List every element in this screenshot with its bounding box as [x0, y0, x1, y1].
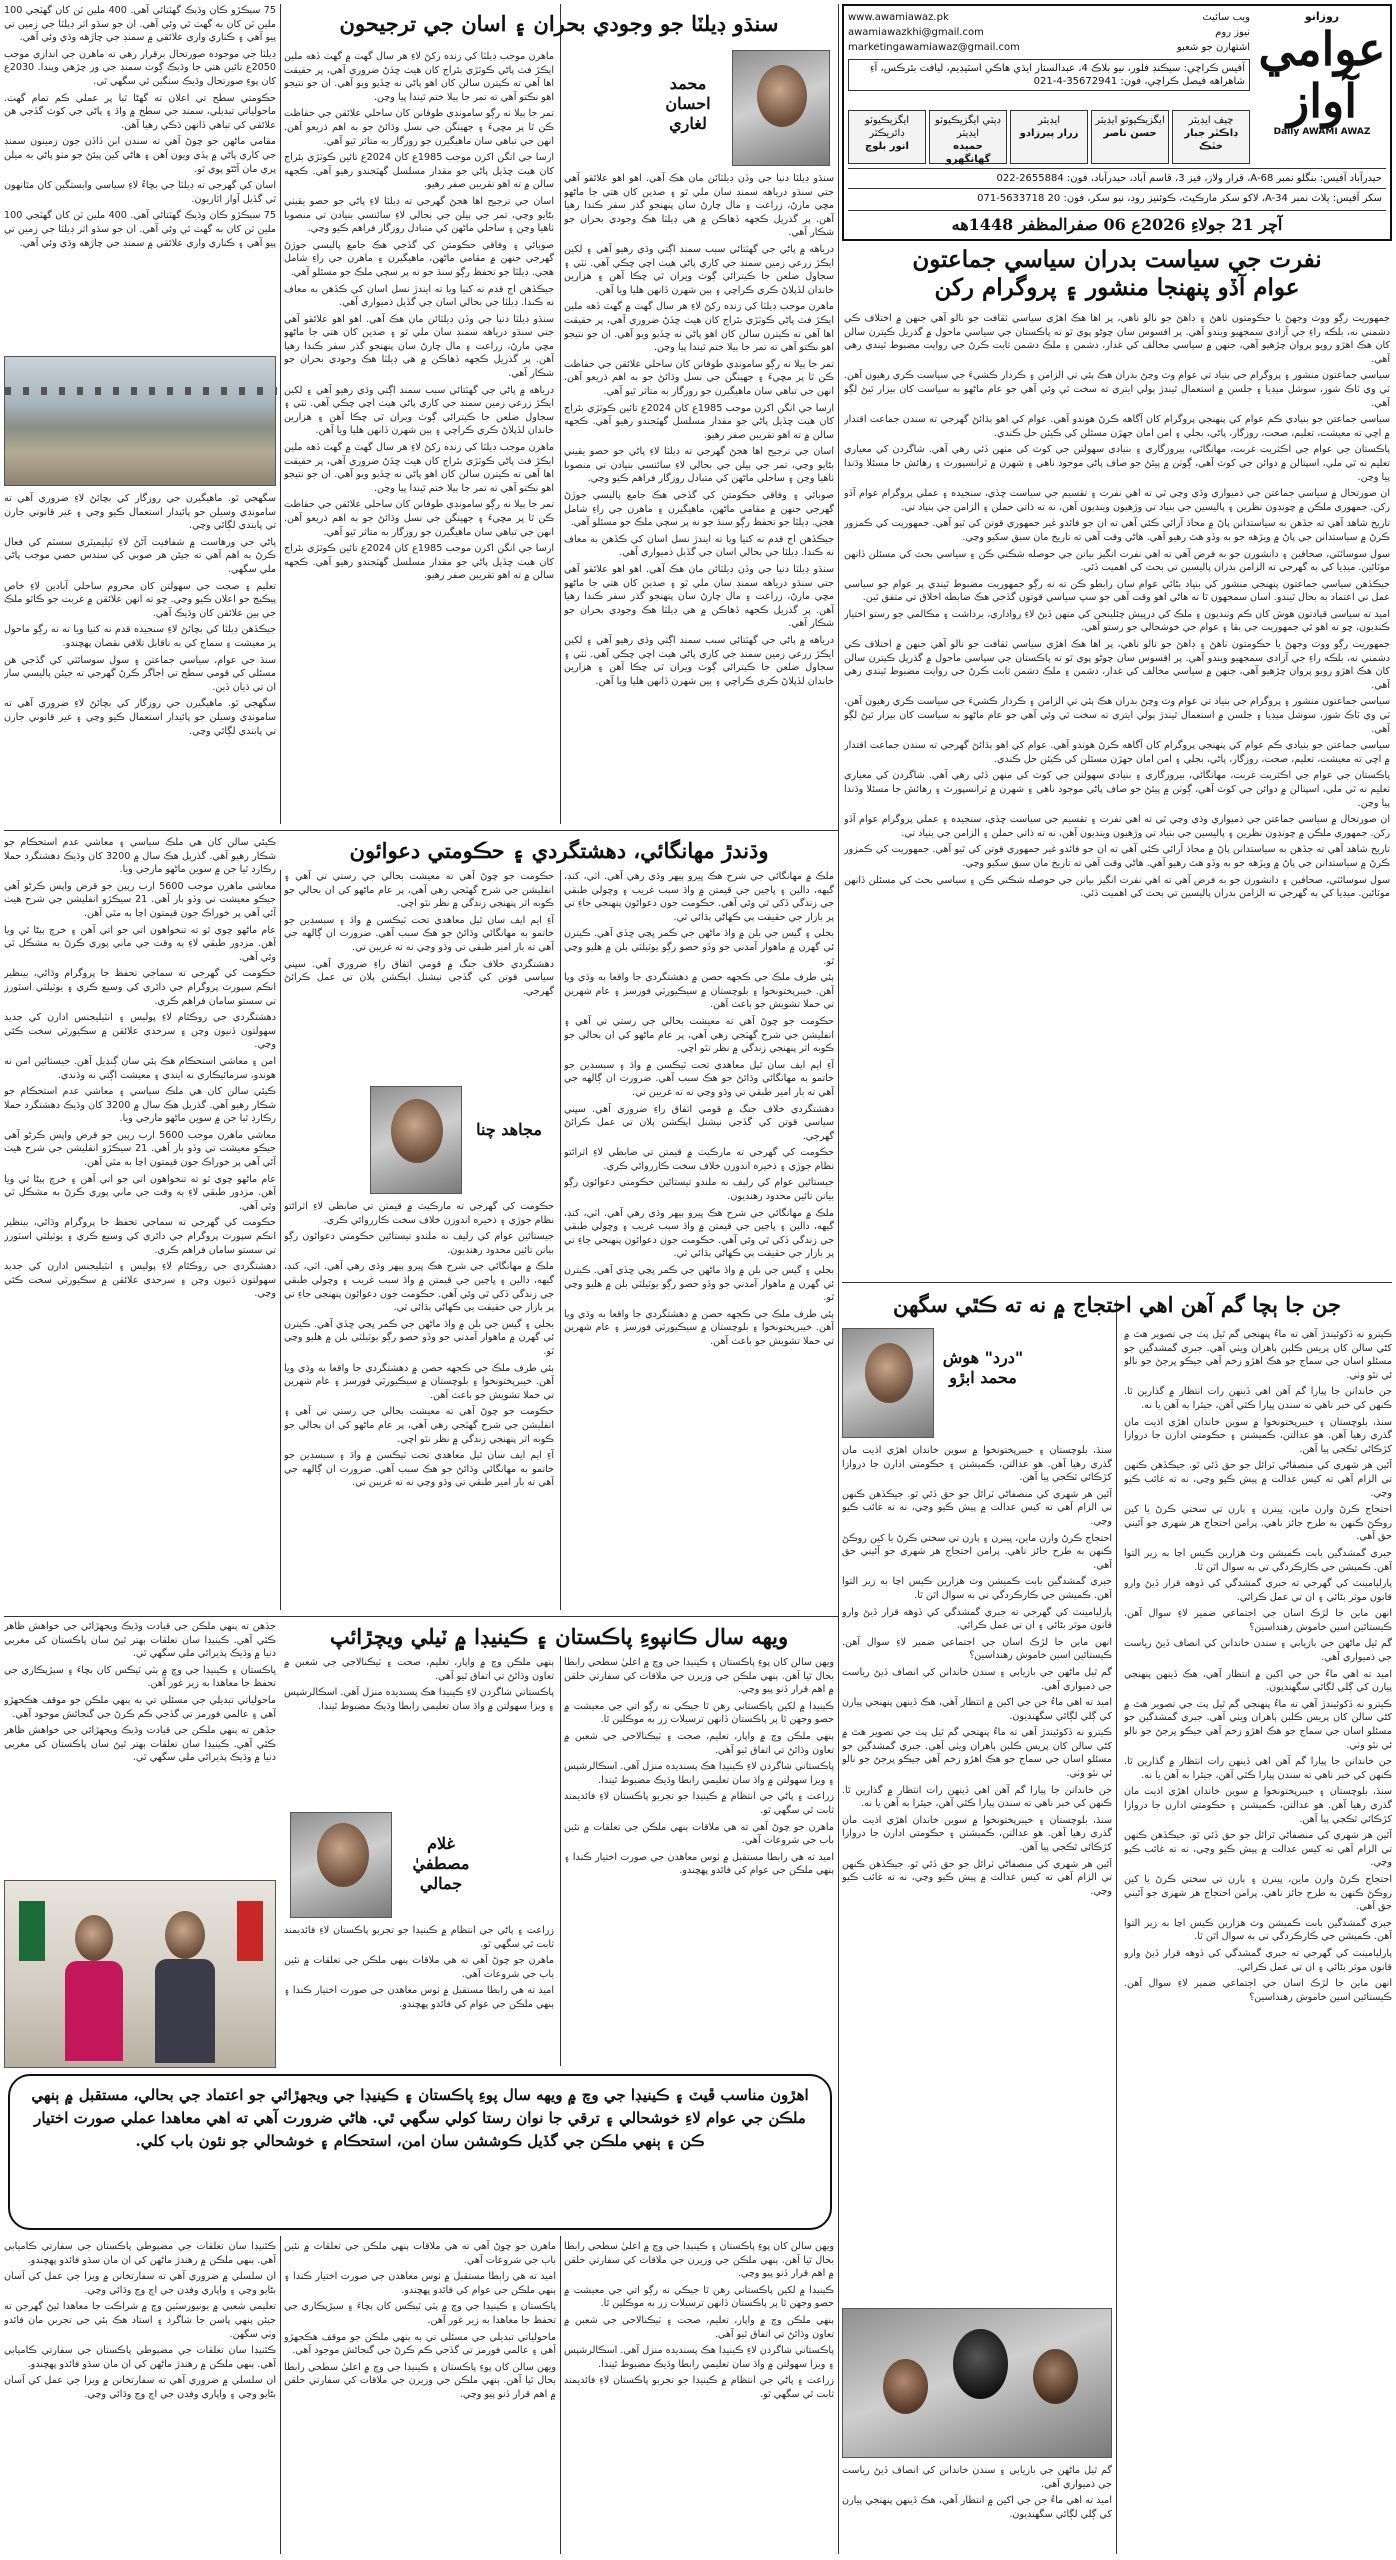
inflation-paragraph: دهشتگردي خلاف جنگ ۾ قومي اتفاق راءِ ضروري آهي. سڀني سياسي قوتن کي گڏجي نيشنل ايڪشن پلان تي عمل ڪرائڻ گهرجي. — [564, 1103, 834, 1142]
inflation-body-col-2a — [284, 870, 554, 1082]
continuation-paragraph: حڪومت کي گهرجي ته سماجي تحفظ جا پروگرام وڌائي، بينظير انڪم سپورٽ پروگرام جي دائري کي وسيع ڪري ۽ يوٽيلٽي اسٽورز تي سستو سامان فراهم ڪري. — [4, 1217, 276, 1256]
canada-article — [284, 1620, 834, 2068]
protest-paragraph: ڪيترو نه ڏکوئيندڙ آهي ته ماءُ پنهنجي گم ٿيل پٽ جي تصوير هٿ ۾ کڻي سالن کان پريس ڪلبن ٻاهران ويٺي آهي. جبري گمشدگين جو مسئلو اسان جي سماج جو هڪ اهڙو زخم آهي جيڪو ڀرجڻ جو نالو ئي نٿو وٺي. — [1124, 1329, 1392, 1381]
protest-paragraph: احتجاج ڪرڻ وارن ماين، ڀينرن ۽ ٻارن تي سختي ڪرڻ يا کين روڪڻ ڪنهن به طرح جائز ناهي. پرامن احتجاج هر شهري جو آئيني حق آهي. — [1124, 1504, 1392, 1543]
canada-body-col-1 — [564, 1656, 834, 2064]
protest-body-col-1 — [1124, 1328, 1392, 2548]
delta-body-col-2 — [284, 50, 554, 822]
protest-paragraph: جبري گمشدگين بابت ڪميشن وٽ هزارين ڪيس اڃا به زير التوا آهن. ڪميشن جي ڪارڪردگي تي به سوال اٿن ٿا. — [1124, 1917, 1392, 1943]
delta-paragraph: درياهه ۾ پاڻي جي گهٽتائي سبب سمنڊ اڳتي وڌي رهيو آهي ۽ لکين ايڪڙ زرعي زمين سمنڊ جي کاري پاڻي هيٺ اچي چڪي آهي. ٺٽي ۽ سجاول ضلعن جا ڪيترائي ڳوٺ ويران ٿي چڪا آهن ۽ هزارين خاندان لڏپلاڻ ڪري ڪراچي ۽ ٻين شهرن ڏانهن هليا ويا آهن. — [564, 635, 834, 687]
bottom-paragraph: ويهن سالن کان پوءِ پاڪستان ۽ ڪينيڊا جي وچ ۾ اعليٰ سطحي رابطا بحال ٿيا آهن. ٻنهي ملڪن جي وزيرن جي ملاقات کي سفارتي حلقن ۾ اهم قرار ڏنو پيو وڃي. — [564, 2241, 834, 2280]
continuation-paragraph: جيڪڏهن ڊيلٽا کي بچائڻ لاءِ سنجيده قدم نه کنيا ويا ته نه رڳو ماحول پر معيشت ۽ سماج کي به ناقابل تلافي نقصان پهچندو. — [4, 624, 276, 649]
editorial-paragraph: اميد ته سياسي قيادتون هوش کان ڪم وٺنديون ۽ ملڪ کي درپيش چئلينجن کي منهن ڏيڻ لاءِ رواداري، برداشت ۽ مڪالمي جو رستو اختيار ڪنديون، ڇو ته اهو ئي جمهوريت جي بقا ۽ عوام جي خوشحالي جو رستو آهي. — [844, 608, 1390, 634]
inflation-headline: وڌندڙ مهانگائي، دهشتگردي ۽ حڪومتي دعوائون — [349, 838, 769, 863]
delta-paragraph: تمر جا ٻيلا نه رڳو سامونڊي طوفانن کان ساحلي علائقن جي حفاظت ڪن ٿا پر مڇيءَ ۽ جهينگن جي نسل وڌائڻ جو به اهم ذريعو آهن. انهن جي تباهي سان ماهيگيرن جو روزگار به متاثر ٿيو آهي. — [564, 358, 834, 397]
canada-paragraph: ٻنهي ملڪن وچ ۾ واپار، تعليم، صحت ۽ ٽيڪنالاجي جي شعبن ۾ تعاون وڌائڻ تي اتفاق ٿيو آهي. — [564, 1730, 834, 1756]
editorial-paragraph: پاڪستان جي عوام جي اڪثريت غربت، مهانگائي، بيروزگاري ۽ بنيادي سهولتن جي کوٽ کي منهن ڏئي رهي آهي. شاگردن کي معياري تعليم نه ٿي ملي، اسپتالن ۾ دوائن جي کوٽ آهي، ڳوٺن ۾ پيئڻ جو صاف پاڻي موجود ناهي ۽ شهرن ۾ ٽرانسپورٽ ۽ رهائش جا مسئلا وڌندا پيا وڃن. — [844, 444, 1390, 483]
pull-quote — [8, 2074, 832, 2230]
editorial-paragraph: سياسي جماعتن جو بنيادي ڪم عوام کي پنهنجي پروگرام کان آگاهه ڪرڻ هوندو آهي. عوام کي اهو ٻڌائڻ گهرجي ته سندن جماعت اقتدار ۾ اچي ته معيشت، تعليم، صحت، روزگار، پاڻي، بجلي ۽ امن امان جهڙن مسئلن کي ڪيئن حل ڪندي. — [844, 740, 1390, 765]
protest-paragraph: جن خاندانن جا پيارا گم آهن اهي ڏينهن رات انتظار ۾ گذارين ٿا. ڪنهن کي خبر ناهي ته سندن پيارا ڪٿي آهن، جيئرا به آهن يا نه. — [842, 1784, 1112, 1810]
protest-paragraph: پارليامينٽ کي گهرجي ته جبري گمشدگي کي ڏوهه قرار ڏيڻ وارو قانون موثر بڻائي ۽ ان تي عمل ڪرائي. — [1124, 1947, 1392, 1973]
editor-name: زرار پيرزادو — [1019, 128, 1079, 139]
sindhi-daily-label: روزانو — [1304, 10, 1340, 23]
column-rule — [280, 4, 281, 824]
column-rule — [560, 2236, 561, 2554]
editor-title: ڊپٽي ايگزيڪيوٽو ايڊيٽر — [935, 115, 1001, 139]
protest-paragraph: سنڌ، بلوچستان ۽ خيبرپختونخوا ۾ سوين خاندان اهڙي اذيت مان گذري رهيا آهن. هو عدالتن، ڪميشنن ۽ حڪومتي ادارن جا دروازا کڙڪائي ٿڪجي پيا آهن. — [1124, 1786, 1392, 1825]
continuation-paragraph: جڏهن ته ٻنهي ملڪن جي قيادت وڌيڪ ويجهڙائي جي خواهش ظاهر ڪئي آهي. ڪينيڊا سان تعلقات بهتر ٿيڻ سان پاڪستان کي مغربي دنيا ۾ وڌيڪ پذيرائي ملي سگهي ٿي. — [4, 1725, 276, 1764]
continuation-paragraph: 75 سيڪڙو ڪان وڌيڪ گهٽتائي آهي. 400 ملين ٽن کان گهٽجي 100 ملين ٽن کان به گهٽ ٿي وئي آهي. ان جو سڌو اثر ڊيلٽا جي زمين تي پيو آهي ۽ ڪناري واري علائقي ۾ سمنڊ جي چاڙهه وڌي وئي آهي. — [4, 5, 276, 44]
delta-paragraph: تمر جا ٻيلا نه رڳو سامونڊي طوفانن کان ساحلي علائقن جي حفاظت ڪن ٿا پر مڇيءَ ۽ جهينگن جي نسل وڌائڻ جو به اهم ذريعو آهن. انهن جي تباهي سان ماهيگيرن جو روزگار به متاثر ٿيو آهي. — [284, 499, 554, 538]
inflation-body-col-2b — [284, 1200, 554, 1608]
continuation-paragraph: 75 سيڪڙو ڪان وڌيڪ گهٽتائي آهي. 400 ملين ٽن کان گهٽجي 100 ملين ٽن کان به گهٽ ٿي وئي آهي. ان جو سڌو اثر ڊيلٽا جي زمين تي پيو آهي ۽ ڪناري واري علائقي ۾ سمنڊ جي چاڙهه وڌي وئي آهي. — [4, 210, 276, 249]
inflation-paragraph: ملڪ ۾ مهانگائي جي شرح هڪ ڀيرو ٻيهر وڌي رهي آهي. اٽي، کنڊ، گيهه، دالين ۽ ڀاڄين جي قيمتن ۾ واڌ سبب غريب ۽ وچولي طبقي جي زندگي ڏکي ٿي وئي آهي. حڪومت جون دعوائون پنهنجي جاءِ تي پر بازار جي حقيقت ٻي ڪهاڻي ٻڌائي ٿي. — [284, 1261, 554, 1314]
editorial-paragraph: تاريخ شاهد آهي ته جڏهن به سياستدانن پاڻ ۾ محاذ آرائي ڪئي آهي ته ان جو فائدو غير جمهوري قوتن کي ٿيو آهي. جمهوريت کي ڪمزور ڪرڻ ۾ سياستدانن جي پاڻ ۾ ويڙهه جو به وڏو هٿ رهيو آهي. هاڻي وقت آهي ته تاريخ مان سبق سکيو وڃي. — [844, 844, 1390, 869]
masthead-logo: عوامي آواز — [1258, 22, 1386, 128]
inflation-paragraph: آءِ ايم ايف سان ٿيل معاهدي تحت ٽيڪسن ۾ واڌ ۽ سبسڊين جو خاتمو به مهانگائي وڌائڻ جو هڪ سبب آهي. ضرورت ان ڳالهه جي آهي ته بار امير طبقي تي وڌو وڃي نه ته غريبن تي. — [564, 1059, 834, 1098]
delta-article — [284, 4, 834, 826]
inflation-paragraph: ٻئي طرف ملڪ جي ڪجهه حصن ۾ دهشتگردي جا واقعا به وڌي ويا آهن. خيبرپختونخوا ۽ بلوچستان ۾ سيڪيورٽي فورسز ۽ عام شهرين تي حملا تشويش جو باعث آهن. — [564, 1308, 834, 1347]
continuation-paragraph: معاشي ماهرن موجب 5600 ارب رپين جو قرض واپس ڪرڻو آهي جيڪو معيشت تي وڏو بار آهي. 21 سيڪڙو انفليشن جي شرح هيٺ آئي آهي پر خوراڪ جون قيمتون اڃا به مٿي آهن. — [4, 1129, 276, 1169]
bottom-paragraph: ٻنهي ملڪن وچ ۾ واپار، تعليم، صحت ۽ ٽيڪنالاجي جي شعبن ۾ تعاون وڌائڻ تي اتفاق ٿيو آهي. — [564, 2314, 834, 2340]
canada-paragraph: ماهرن جو چوڻ آهي ته هي ملاقات ٻنهي ملڪن جي تعلقات ۾ نئين باب جي شروعات آهي. — [564, 1821, 834, 1847]
editorial-paragraph: سول سوسائٽي، صحافين ۽ دانشورن جو به فرض آهي ته اهي نفرت انگيز بيانن جي حوصله شڪني ڪن ۽ سياسي بحث کي مسئلن ڏانهن موٽائين. ميڊيا کي به گهرجي ته الزامن بدران پاليسين تي بحث کي اهميت ڏئي. — [844, 548, 1390, 574]
pakistan-flag-icon — [19, 1901, 45, 1961]
canada-paragraph: ماهرن جو چوڻ آهي ته هي ملاقات ٻنهي ملڪن جي تعلقات ۾ نئين باب جي شروعات آهي. — [284, 1955, 554, 1980]
bottom-paragraph: ڪئنيڊا سان تعلقات جي مضبوطي پاڪستان جي سفارتي ڪاميابي آهي. ٻنهي ملڪن ۾ رهندڙ ماڻهن کي ان مان سڌو فائدو پهچندو. — [4, 2241, 276, 2266]
inflation-paragraph: ملڪ ۾ مهانگائي جي شرح هڪ ڀيرو ٻيهر وڌي رهي آهي. اٽي، کنڊ، گيهه، دالين ۽ ڀاڄين جي قيمتن ۾ واڌ سبب غريب ۽ وچولي طبقي جي زندگي ڏکي ٿي وئي آهي. حڪومت جون دعوائون پنهنجي جاءِ تي پر بازار جي حقيقت ٻي ڪهاڻي ٻڌائي ٿي. — [564, 1207, 834, 1260]
editorial-paragraph: سول سوسائٽي، صحافين ۽ دانشورن جو به فرض آهي ته اهي نفرت انگيز بيانن جي حوصله شڪني ڪن ۽ سياسي بحث کي مسئلن ڏانهن موٽائين. ميڊيا کي به گهرجي ته الزامن بدران پاليسين تي بحث کي اهميت ڏئي. — [844, 874, 1390, 900]
continuation-paragraph: اسان کي گهرجي ته ڊيلٽا جي بچاءُ لاءِ سياسي وابستگين کان مٿانهون ٿي گڏيل آواز اٿاريون. — [4, 180, 276, 205]
continuation-paragraph: تعليم ۽ صحت جي سهولتن کان محروم ساحلي آبادين لاءِ خاص پيڪيج جو اعلان ڪيو وڃي. ڇو ته انهن علائقن ۾ غربت جو ڪاٿو ملڪ جي ٻين علائقن کان وڌيڪ آهي. — [4, 580, 276, 619]
canada-flag-icon — [237, 1901, 263, 1961]
canada-paragraph: اميد ته هي رابطا مستقبل ۾ ٺوس معاهدن جي صورت اختيار ڪندا ۽ ٻنهي ملڪن جي عوام کي فائدو پهچندو. — [564, 1851, 834, 1877]
canada-paragraph: پاڪستاني شاگردن لاءِ ڪينيڊا هڪ پسنديده منزل آهي. اسڪالرشپس ۽ ويزا سهولتن ۾ واڌ سان تعليمي رابطا وڌيڪ مضبوط ٿيندا. — [284, 1687, 554, 1712]
delta-paragraph: سنڌو ڊيلٽا دنيا جي وڏن ڊيلٽائن مان هڪ آهي. اهو اهو علائقو آهي جتي سنڌو درياهه سمنڊ سان ملي ٿو ۽ صدين کان هتي جا ماڻهو مڇي مارڻ، زراعت ۽ مال چارڻ سان پنهنجو گذر سفر ڪندا رهيا آهن. پر گذريل ڪجهه ڏهاڪن ۾ هي ڊيلٽا هڪ وجودي بحران جو شڪار آهي. — [564, 564, 834, 630]
column-rule — [280, 870, 281, 1610]
editorial-paragraph: سياسي جماعتن جو بنيادي ڪم عوام کي پنهنجي پروگرام کان آگاهه ڪرڻ هوندو آهي. عوام کي اهو ٻڌائڻ گهرجي ته سندن جماعت اقتدار ۾ اچي ته معيشت، تعليم، صحت، روزگار، پاڻي، بجلي ۽ امن امان جهڙن مسئلن کي ڪيئن حل ڪندي. — [844, 414, 1390, 439]
delta-paragraph: جيڪڏهن اڄ قدم نه کنيا ويا ته ايندڙ نسل اسان کي ڪڏهن به معاف نه ڪندا. ڊيلٽا جي بحالي اسان جي گڏيل ذميواري آهي. — [284, 283, 554, 309]
delta-paragraph: ارسا جي انگن اکرن موجب 1985ع کان 2024ع تائين ڪوٽڙي بئراج کان هيٺ ڇڏيل پاڻي جو مقدار مسلسل گهٽجندو رهيو آهي. ڪجهه سالن ۾ ته اهو تقريبن صفر رهيو. — [284, 543, 554, 582]
hyderabad-address: حيدرآباد آفيس: بنگلو نمبر A-68، قرار ولاز، فيز 3، قاسم آباد، حيدرآباد، فون: 2655884-022 — [848, 168, 1386, 188]
delta-paragraph: اسان جي ترجيح اها هجڻ گهرجي ته ڊيلٽا لاءِ پاڻي جو حصو يقيني بڻايو وڃي، تمر جي ٻيلن جي بحالي لاءِ سائنسي بنيادن تي منصوبا ٺاهيا وڃن ۽ ساحلي ماڻهن کي متبادل روزگار فراهم ڪيو وڃي. — [564, 446, 834, 485]
website-link[interactable]: www.awamiawaz.pk — [848, 12, 949, 23]
bottom-paragraph: ان سلسلي ۾ ضروري آهي ته سفارتخانن ۾ ويزا جي عمل کي آسان بڻايو وڃي ۽ واپاري وفدن جي اچ وڃ وڌائي وڃي. — [4, 2375, 276, 2400]
delta-river-photo — [4, 356, 276, 486]
bottom-paragraph: تعليمي شعبي ۾ يونيورسٽين وچ ۾ شراڪت جا معاهدا ٿيڻ گهرجن ته جيئن ٻنهي پاسن جا شاگرد ۽ استاد هڪ ٻئي جي تجربن مان فائدو وٺي سگهن. — [4, 2301, 276, 2340]
editor-box-5 — [848, 110, 926, 164]
bottom-paragraph: پاڪستان ۽ ڪينيڊا جي وچ ۾ ٻٽي ٽيڪس کان بچاءَ ۽ سيڙپڪاري جي تحفظ جا معاهدا به زير غور آهن. — [284, 2301, 556, 2326]
delta-paragraph: ارسا جي انگن اکرن موجب 1985ع کان 2024ع تائين ڪوٽڙي بئراج کان هيٺ ڇڏيل پاڻي جو مقدار مسلسل گهٽجندو رهيو آهي. ڪجهه سالن ۾ ته اهو تقريبن صفر رهيو. — [284, 152, 554, 191]
canada-paragraph: اميد ته هي رابطا مستقبل ۾ ٺوس معاهدن جي صورت اختيار ڪندا ۽ ٻنهي ملڪن جي عوام کي فائدو پهچندو. — [284, 1985, 554, 2010]
editor-box-2 — [1091, 110, 1169, 164]
section-rule — [4, 830, 838, 831]
logo-block — [1258, 10, 1386, 140]
editorial-headline-line-1: نفرت جي سياست بدران سياسي جماعتون — [912, 246, 1322, 273]
protest-paragraph: پارليامينٽ کي گهرجي ته جبري گمشدگي کي ڏوهه قرار ڏيڻ وارو قانون موثر بڻائي ۽ ان تي عمل ڪرائي. — [1124, 1578, 1392, 1603]
bottom-col-2 — [284, 2240, 556, 2554]
editor-title: ايڊيٽر — [1037, 115, 1061, 126]
delta-body-col-1 — [564, 172, 834, 822]
author-photo — [842, 1328, 934, 1438]
masthead — [842, 4, 1392, 241]
protest-body-col-3 — [842, 2464, 1112, 2548]
bottom-paragraph: زراعت ۽ پاڻي جي انتظام ۾ ڪينيڊا جو تجربو پاڪستان لاءِ فائديمند ثابت ٿي سگهي ٿو. — [564, 2375, 834, 2400]
bottom-col-1 — [564, 2240, 834, 2554]
bottom-paragraph: پاڪستاني شاگردن لاءِ ڪينيڊا هڪ پسنديده منزل آهي. اسڪالرشپس ۽ ويزا سهولتن ۾ واڌ سان تعليمي رابطا وڌيڪ مضبوط ٿيندا. — [564, 2345, 834, 2370]
protest-paragraph: آئين هر شهري کي منصفاڻي ٽرائل جو حق ڏئي ٿو. جيڪڏهن ڪنهن تي الزام آهي ته کيس عدالت ۾ پيش ڪيو وڃي، نه ته غائب ڪيو وڃي. — [842, 1488, 1112, 1527]
ads-email[interactable]: marketingawamiawaz@gmail.com — [848, 42, 1020, 53]
contact-block — [848, 10, 1250, 106]
editorial-paragraph: جمهوريت رڳو ووٽ وجهڻ يا حڪومتون ٺاهڻ ۽ ڊاهڻ جو نالو ناهي، پر اها هڪ اهڙي سياسي ثقافت جو نالو آهي جنهن ۾ اختلاف ڪي دشمني نه، بلڪه راءِ جي آزادي سمجهيو ويندو آهي. پر افسوس سان چوڻو پوي ٿو ته پاڪستان جي سياسي ماحول ۾ گذريل ڪيترن سالن کان هڪ اهڙو رويو پروان چڙهيو آهي، جنهن ۾ سياسي مخالف کي غدار، دشمن ۽ ملڪ دشمن ثابت ڪرڻ جي روايت مضبوط ٿيندي رهي آهي. — [844, 313, 1390, 365]
delta-paragraph: درياهه ۾ پاڻي جي گهٽتائي سبب سمنڊ اڳتي وڌي رهيو آهي ۽ لکين ايڪڙ زرعي زمين سمنڊ جي کاري پاڻي هيٺ اچي چڪي آهي. ٺٽي ۽ سجاول ضلعن جا ڪيترائي ڳوٺ ويران ٿي چڪا آهن ۽ هزارين خاندان لڏپلاڻ ڪري ڪراچي ۽ ٻين شهرن ڏانهن هليا ويا آهن. — [284, 384, 554, 437]
bottom-paragraph: ماحولياتي تبديلي جي مسئلي تي به ٻنهي ملڪن جو موقف هڪجهڙو آهي ۽ عالمي فورمز تي گڏجي ڪم ڪرڻ جي گنجائش موجود آهي. — [284, 2331, 556, 2357]
continuation-paragraph: مقامي ماڻهن جو چوڻ آهي ته سندن ابن ڏاڏن جون زمينون سمنڊ جي کاري پاڻي ۾ ٻڏي ويون آهن ۽ هاڻي کين پيئڻ جو مٺو پاڻي به ميلن پري مان آڻڻو پوي ٿو. — [4, 136, 276, 175]
editor-title: چيف ايڊيٽر — [1188, 115, 1234, 126]
continuation-paragraph: ڊيلٽا جي موجوده صورتحال برقرار رهي ته ماهرن جي اندازي موجب 2050ع تائين هتي جا وڌيڪ ڳوٺ سمنڊ جي ور چڙهي ويندا. 2030ع کان پوءِ صورتحال وڌيڪ سنگين ٿي سگهي ٿي. — [4, 48, 276, 87]
delta-paragraph: درياهه ۾ پاڻي جي گهٽتائي سبب سمنڊ اڳتي وڌي رهيو آهي ۽ لکين ايڪڙ زرعي زمين سمنڊ جي کاري پاڻي هيٺ اچي چڪي آهي. ٺٽي ۽ سجاول ضلعن جا ڪيترائي ڳوٺ ويران ٿي چڪا آهن ۽ هزارين خاندان لڏپلاڻ ڪري ڪراچي ۽ ٻين شهرن ڏانهن هليا ويا آهن. — [564, 243, 834, 296]
inflation-paragraph: ٻئي طرف ملڪ جي ڪجهه حصن ۾ دهشتگردي جا واقعا به وڌي ويا آهن. خيبرپختونخوا ۽ بلوچستان ۾ سيڪيورٽي فورسز ۽ عام شهرين تي حملا تشويش جو باعث آهن. — [564, 972, 834, 1011]
inflation-article — [284, 834, 834, 1612]
protest-paragraph: اميد ته اهي ماءُ جن جي اکين ۾ انتظار آهي، هڪ ڏينهن پنهنجي پيارن کي ڳلي لڳائي سگهنديون. — [1124, 1668, 1392, 1694]
inflation-paragraph: دهشتگردي خلاف جنگ ۾ قومي اتفاق راءِ ضروري آهي. سڀني سياسي قوتن کي گڏجي نيشنل ايڪشن پلان تي عمل ڪرائڻ گهرجي. — [284, 958, 554, 997]
protest-paragraph: آئين هر شهري کي منصفاڻي ٽرائل جو حق ڏئي ٿو. جيڪڏهن ڪنهن تي الزام آهي ته کيس عدالت ۾ پيش ڪيو وڃي، نه ته غائب ڪيو وڃي. — [1124, 1460, 1392, 1499]
bottom-paragraph: ويهن سالن کان پوءِ پاڪستان ۽ ڪينيڊا جي وچ ۾ اعليٰ سطحي رابطا بحال ٿيا آهن. ٻنهي ملڪن جي وزيرن جي ملاقات کي سفارتي حلقن ۾ اهم قرار ڏنو پيو وڃي. — [284, 2361, 556, 2400]
editorial-headline — [844, 246, 1390, 306]
protest-paragraph: آئين هر شهري کي منصفاڻي ٽرائل جو حق ڏئي ٿو. جيڪڏهن ڪنهن تي الزام آهي ته کيس عدالت ۾ پيش ڪيو وڃي، نه ته غائب ڪيو وڃي. — [842, 1858, 1112, 1897]
protest-article — [842, 1288, 1392, 2554]
section-rule — [4, 1616, 838, 1617]
protest-paragraph: جبري گمشدگين بابت ڪميشن وٽ هزارين ڪيس اڃا به زير التوا آهن. ڪميشن جي ڪارڪردگي تي به سوال اٿن ٿا. — [842, 1576, 1112, 1601]
inflation-continuation — [4, 836, 276, 1612]
inflation-author: مجاهد چنا — [476, 1120, 542, 1139]
inflation-paragraph: حڪومت کي گهرجي ته مارڪيٽ ۾ قيمتن تي ضابطي لاءِ اثرائتو نظام جوڙي ۽ ذخيره اندوزن خلاف سخت ڪارروائي ڪري. — [564, 1147, 834, 1172]
continuation-paragraph: عام ماڻهو چوي ٿو ته تنخواهون اتي جو اتي آهن ۽ خرچ ٻيڻا ٿي ويا آهن. مزدور طبقي لاءِ ٻه وقت جي ماني پوري ڪرڻ به مشڪل ٿي وئي آهي. — [4, 1173, 276, 1212]
editorial-paragraph: سياسي جماعتون منشور ۽ پروگرام جي بنياد تي عوام وٽ وڃڻ بدران هڪ ٻئي تي الزامن ۽ ڪردار ڪشيءَ جي سياست ڪري رهيون آهن. ٽي وي ٽاڪ شوز، سوشل ميڊيا ۽ جلسن ۾ استعمال ٿيندڙ ٻولي ايتري ته سخت ٿي وئي آهي جو عام ماڻهو به سياست کان بيزار ٿيڻ لڳو آهي. — [844, 696, 1390, 735]
continuation-paragraph: جڏهن ته ٻنهي ملڪن جي قيادت وڌيڪ ويجهڙائي جي خواهش ظاهر ڪئي آهي. ڪينيڊا سان تعلقات بهتر ٿيڻ سان پاڪستان کي مغربي دنيا ۾ وڌيڪ پذيرائي ملي سگهي ٿي. — [4, 1621, 276, 1660]
protest-paragraph: گم ٿيل ماڻهن جي بازيابي ۽ سندن خاندانن کي انصاف ڏيڻ رياست جي ذميواري آهي. — [1124, 1638, 1392, 1664]
continuation-paragraph: عام ماڻهو چوي ٿو ته تنخواهون اتي جو اتي آهن ۽ خرچ ٻيڻا ٿي ويا آهن. مزدور طبقي لاءِ ٻه وقت جي ماني پوري ڪرڻ به مشڪل ٿي وئي آهي. — [4, 924, 276, 963]
continuation-paragraph: سگهجي ٿو. ماهيگيرن جي روزگار کي بچائڻ لاءِ ضروري آهي ته سامونڊي وسيلن جو پائيدار استعمال ڪيو وڃي ۽ غير قانوني جارن تي پابندي لڳائي وڃي. — [4, 493, 276, 532]
protest-paragraph: انهن ماين جا لڙڪ اسان جي اجتماعي ضمير لاءِ سوال آهن. ڪيستائين اسين خاموش رهنداسين؟ — [1124, 1608, 1392, 1633]
continuation-paragraph: حڪومتي سطح تي اعلان ته گهڻا ٿيا پر عملي ڪم تمام گهٽ. ماحولياتي تبديلي، سمنڊ جي سطح ۾ واڌ ۽ پاڻي جي کوٽ گڏجي هن علائقي کي تباهي ڏانهن ڌڪي رهيا آهن. — [4, 92, 276, 131]
protest-paragraph: گم ٿيل ماڻهن جي بازيابي ۽ سندن خاندانن کي انصاف ڏيڻ رياست جي ذميواري آهي. — [842, 2465, 1112, 2490]
continuation-paragraph: ڪيئي سالن کان هي ملڪ سياسي ۽ معاشي عدم استحڪام جو شڪار رهيو آهي. گذريل هڪ سال ۾ 3200 کان وڌيڪ دهشتگرد حملا رڪارڊ ٿيا جن ۾ سوين ماڻهو مارجي ويا. — [4, 837, 276, 876]
bottom-paragraph: ڪينيڊا ۾ لکين پاڪستاني رهن ٿا جيڪي نه رڳو اتي جي معيشت ۾ حصو وجهن ٿا پر پاڪستان ڏانهن ترسيلات زر به موڪلين ٿا. — [564, 2284, 834, 2310]
column-rule — [280, 2236, 281, 2554]
protest-paragraph: احتجاج ڪرڻ وارن ماين، ڀينرن ۽ ٻارن تي سختي ڪرڻ يا کين روڪڻ ڪنهن به طرح جائز ناهي. پرامن احتجاج هر شهري جو آئيني حق آهي. — [842, 1532, 1112, 1571]
section-rule — [842, 1282, 1392, 1283]
website-label: ويب سائيٽ — [1202, 12, 1250, 23]
continuation-paragraph: پاڪستان ۽ ڪينيڊا جي وچ ۾ ٻٽي ٽيڪس کان بچاءَ ۽ سيڙپڪاري جي تحفظ جا معاهدا به زير غور آهن. — [4, 1664, 276, 1690]
canada-paragraph: زراعت ۽ پاڻي جي انتظام ۾ ڪينيڊا جو تجربو پاڪستان لاءِ فائديمند ثابت ٿي سگهي ٿو. — [564, 1791, 834, 1816]
canada-body-col-2a — [284, 1656, 554, 1806]
delta-paragraph: صوبائي ۽ وفاقي حڪومتن کي گڏجي هڪ جامع پاليسي جوڙڻ گهرجي جنهن ۾ مقامي ماڻهن، ماهيگيرن ۽ ماهرن جي راءِ شامل هجي. ڊيلٽا جو تحفظ رڳو سنڌ جو نه پر سڄي ملڪ جو مسئلو آهي. — [284, 239, 554, 278]
newsroom-email[interactable]: awamiawazkhi@gmail.com — [848, 27, 984, 38]
delta-paragraph: صوبائي ۽ وفاقي حڪومتن کي گڏجي هڪ جامع پاليسي جوڙڻ گهرجي جنهن ۾ مقامي ماڻهن، ماهيگيرن ۽ ماهرن جي راءِ شامل هجي. ڊيلٽا جو تحفظ رڳو سنڌ جو نه پر سڄي ملڪ جو مسئلو آهي. — [564, 490, 834, 529]
bottom-paragraph: ماهرن جو چوڻ آهي ته هي ملاقات ٻنهي ملڪن جي تعلقات ۾ نئين باب جي شروعات آهي. — [284, 2241, 556, 2266]
delta-author: محمد احسان لغاري — [665, 74, 711, 133]
continuation-paragraph: دهشتگردي جي روڪٿام لاءِ پوليس ۽ انٽيليجنس ادارن کي جديد سهولتون ڏنيون وڃن ۽ سرحدي علائقن ۾ سڪيورٽي سخت ڪئي وڃي. — [4, 1012, 276, 1051]
bottom-paragraph: اميد ته هي رابطا مستقبل ۾ ٺوس معاهدن جي صورت اختيار ڪندا ۽ ٻنهي ملڪن جي عوام کي فائدو پهچندو. — [284, 2271, 556, 2296]
continuation-paragraph: سنڌ جي عوام، سياسي جماعتن ۽ سول سوسائٽي کي گڏجي هن مسئلي کي قومي سطح تي اجاگر ڪرڻ گهرجي ته جيئن پاليسي ساز ان تي ڌيان ڏين. — [4, 654, 276, 693]
column-rule — [838, 4, 839, 2554]
delta-paragraph: سنڌو ڊيلٽا دنيا جي وڏن ڊيلٽائن مان هڪ آهي. اهو اهو علائقو آهي جتي سنڌو درياهه سمنڊ سان ملي ٿو ۽ صدين کان هتي جا ماڻهو مڇي مارڻ، زراعت ۽ مال چارڻ سان پنهنجو گذر سفر ڪندا رهيا آهن. پر گذريل ڪجهه ڏهاڪن ۾ هي ڊيلٽا هڪ وجودي بحران جو شڪار آهي. — [564, 173, 834, 239]
delta-paragraph: ماهرن موجب ڊيلٽا کي زنده رکڻ لاءِ هر سال گهٽ ۾ گهٽ ڏهه ملين ايڪڙ فٽ پاڻي ڪوٽڙي بئراج کان هيٺ ڇڏڻ ضروري آهي، پر حقيقت اها آهي ته ڪيترن سالن کان اهو پاڻي نه ڇڏيو ويو آهي. ان جو نتيجو اهو نڪتو آهي ته تمر جا ٻيلا ختم ٿيندا پيا وڃن. — [284, 442, 554, 494]
editorial-paragraph: پاڪستان جي عوام جي اڪثريت غربت، مهانگائي، بيروزگاري ۽ بنيادي سهولتن جي کوٽ کي منهن ڏئي رهي آهي. شاگردن کي معياري تعليم نه ٿي ملي، اسپتالن ۾ دوائن جي کوٽ آهي، ڳوٺن ۾ پيئڻ جو صاف پاڻي موجود ناهي ۽ شهرن ۾ ٽرانسپورٽ ۽ رهائش جا مسئلا وڌندا پيا وڃن. — [844, 770, 1390, 809]
editorial-paragraph: جمهوريت رڳو ووٽ وجهڻ يا حڪومتون ٺاهڻ ۽ ڊاهڻ جو نالو ناهي، پر اها هڪ اهڙي سياسي ثقافت جو نالو آهي جنهن ۾ اختلاف ڪي دشمني نه، بلڪه راءِ جي آزادي سمجهيو ويندو آهي. پر افسوس سان چوڻو پوي ٿو ته پاڪستان جي سياسي ماحول ۾ گذريل ڪيترن سالن کان هڪ اهڙو رويو پروان چڙهيو آهي، جنهن ۾ سياسي مخالف کي غدار، دشمن ۽ ملڪ دشمن ثابت ڪرڻ جي روايت مضبوط ٿيندي رهي آهي. — [844, 639, 1390, 691]
editors-row — [848, 110, 1250, 164]
delta-paragraph: ارسا جي انگن اکرن موجب 1985ع کان 2024ع تائين ڪوٽڙي بئراج کان هيٺ ڇڏيل پاڻي جو مقدار مسلسل گهٽجندو رهيو آهي. ڪجهه سالن ۾ ته اهو تقريبن صفر رهيو. — [564, 402, 834, 441]
inflation-paragraph: حڪومت جو چوڻ آهي ته معيشت بحالي جي رستي تي آهي ۽ انفليشن جي شرح گهٽجي رهي آهي، پر عام ماڻهو کي ان بحالي جو ڪوبه اثر پنهنجي زندگي ۾ نظر نٿو اچي. — [564, 1015, 834, 1055]
continuation-paragraph: امن ۽ معاشي استحڪام هڪ ٻئي سان ڳنڍيل آهن. جيستائين امن نه هوندو، سرمائيڪاري نه ايندي ۽ معيشت اڳتي نه وڌندي. — [4, 1055, 276, 1081]
editorial-paragraph: سياسي جماعتون منشور ۽ پروگرام جي بنياد تي عوام وٽ وڃڻ بدران هڪ ٻئي تي الزامن ۽ ڪردار ڪشيءَ جي سياست ڪري رهيون آهن. ٽي وي ٽاڪ شوز، سوشل ميڊيا ۽ جلسن ۾ استعمال ٿيندڙ ٻولي ايتري ته سخت ٿي وئي آهي جو عام ماڻهو به سياست کان بيزار ٿيڻ لڳو آهي. — [844, 370, 1390, 409]
continuation-paragraph: حڪومت کي گهرجي ته سماجي تحفظ جا پروگرام وڌائي، بينظير انڪم سپورٽ پروگرام جي دائري کي وسيع ڪري ۽ يوٽيلٽي اسٽورز تي سستو سامان فراهم ڪري. — [4, 968, 276, 1007]
protest-paragraph: اميد ته اهي ماءُ جن جي اکين ۾ انتظار آهي، هڪ ڏينهن پنهنجي پيارن کي ڳلي لڳائي سگهنديون. — [842, 1697, 1112, 1722]
editorial-paragraph: ان صورتحال ۾ سياسي جماعتن جي ذميواري وڌي وڃي ٿي ته اهي نفرت ۽ تقسيم جي سياست ڇڏي، سنجيده ۽ عملي پروگرام عوام آڏو رکن. جمهوري ملڪن ۾ چونڊون نظرين ۽ پاليسين جي بنياد تي وڙهيون وينديون آهن، نه ته ذاتي حملن ۽ الزامن جي بنياد تي. — [844, 488, 1390, 513]
continuation-paragraph: معاشي ماهرن موجب 5600 ارب رپين جو قرض واپس ڪرڻو آهي جيڪو معيشت تي وڏو بار آهي. 21 سيڪڙو انفليشن جي شرح هيٺ آئي آهي پر خوراڪ جون قيمتون اڃا به مٿي آهن. — [4, 880, 276, 919]
inflation-paragraph: جيستائين عوام کي رليف نه ملندو تيستائين حڪومتي دعوائون رڳو بيانن تائين محدود رهنديون. — [564, 1177, 834, 1203]
sukkur-address: سکر آفيس: پلاٽ نمبر A-34، لاکو سکر مارڪيٽ، ڪوئنيز روڊ، نيو سکر، فون: 20 5633718-071 — [848, 188, 1386, 208]
karachi-address: آفيس ڪراچي: سيڪنڊ فلور، نيو بلاڪ 4، عبدالستار ايڌي هاڪي اسٽيڊيم، ليافت بئرڪس، آءِ شاهراهه فيصل ڪراچي، فون: 35672941-4-021 — [848, 59, 1250, 91]
delta-continuation-top — [4, 4, 276, 350]
editor-name: حميده گهانگهرو — [945, 141, 991, 165]
inflation-paragraph: آءِ ايم ايف سان ٿيل معاهدي تحت ٽيڪسن ۾ واڌ ۽ سبسڊين جو خاتمو به مهانگائي وڌائڻ جو هڪ سبب آهي. ضرورت ان ڳالهه جي آهي ته بار امير طبقي تي وڌو وڃي نه ته غريبن تي. — [284, 914, 554, 953]
editor-box-4 — [929, 110, 1007, 164]
continuation-paragraph: ماحولياتي تبديلي جي مسئلي تي به ٻنهي ملڪن جو موقف هڪجهڙو آهي ۽ عالمي فورمز تي گڏجي ڪم ڪرڻ جي گنجائش موجود آهي. — [4, 1694, 276, 1720]
delta-headline: سنڌو ڊيلٽا جو وجودي بحران ۽ اسان جي ترجيحون — [339, 11, 779, 36]
editor-name: ڊاڪٽر جبار خٽڪ — [1184, 128, 1238, 152]
protest-paragraph: سنڌ، بلوچستان ۽ خيبرپختونخوا ۾ سوين خاندان اهڙي اذيت مان گذري رهيا آهن. هو عدالتن، ڪميشنن ۽ حڪومتي ادارن جا دروازا کڙڪائي ٿڪجي پيا آهن. — [842, 1445, 1112, 1484]
editorial-paragraph: تاريخ شاهد آهي ته جڏهن به سياستدانن پاڻ ۾ محاذ آرائي ڪئي آهي ته ان جو فائدو غير جمهوري قوتن کي ٿيو آهي. جمهوريت کي ڪمزور ڪرڻ ۾ سياستدانن جي پاڻ ۾ ويڙهه جو به وڏو هٿ رهيو آهي. هاڻي وقت آهي ته تاريخ مان سبق سکيو وڃي. — [844, 518, 1390, 543]
editorial-body — [844, 312, 1390, 1276]
editor-name: انور بلوچ — [864, 141, 909, 152]
protest-paragraph: انهن ماين جا لڙڪ اسان جي اجتماعي ضمير لاءِ سوال آهن. ڪيستائين اسين خاموش رهنداسين؟ — [1124, 1978, 1392, 2003]
continuation-paragraph: ڪيئي سالن کان هي ملڪ سياسي ۽ معاشي عدم استحڪام جو شڪار رهيو آهي. گذريل هڪ سال ۾ 3200 کان وڌيڪ دهشتگرد حملا رڪارڊ ٿيا جن ۾ سوين ماڻهو مارجي ويا. — [4, 1086, 276, 1125]
canada-continuation — [4, 1620, 276, 1876]
editorial-paragraph: جيڪڏهن سياسي جماعتون پنهنجي منشور کي بنياد بڻائي عوام سان رابطو ڪن ته نه رڳو جمهوريت مضبوط ٿيندي پر عوام جو سياسي عمل تي اعتماد به بحال ٿيندو. اسان سمجهون ٿا ته هاڻي اهو وقت آهي جو سڀ سياسي قوتون گڏجي هڪ ضابطه اخلاق تي متفق ٿين. — [844, 578, 1390, 604]
delta-paragraph: ماهرن موجب ڊيلٽا کي زنده رکڻ لاءِ هر سال گهٽ ۾ گهٽ ڏهه ملين ايڪڙ فٽ پاڻي ڪوٽڙي بئراج کان هيٺ ڇڏڻ ضروري آهي، پر حقيقت اها آهي ته ڪيترن سالن کان اهو پاڻي نه ڇڏيو ويو آهي. ان جو نتيجو اهو نڪتو آهي ته تمر جا ٻيلا ختم ٿيندا پيا وڃن. — [284, 51, 554, 103]
editor-title: ايگزيڪيوٽو ڊائريڪٽر — [864, 115, 910, 139]
canada-headline: ويهه سال ڪانپوءِ پاڪستان ۽ ڪينيڊا ۾ ٽيلي ويچڙائپ — [329, 1624, 789, 1649]
inflation-paragraph: حڪومت جو چوڻ آهي ته معيشت بحالي جي رستي تي آهي ۽ انفليشن جي شرح گهٽجي رهي آهي، پر عام ماڻهو کي ان بحالي جو ڪوبه اثر پنهنجي زندگي ۾ نظر نٿو اچي. — [284, 871, 554, 910]
protest-paragraph: جن خاندانن جا پيارا گم آهن اهي ڏينهن رات انتظار ۾ گذارين ٿا. ڪنهن کي خبر ناهي ته سندن پيارا ڪٿي آهن، جيئرا به آهن يا نه. — [1124, 1386, 1392, 1411]
bottom-paragraph: ڪئنيڊا سان تعلقات جي مضبوطي پاڪستان جي سفارتي ڪاميابي آهي. ٻنهي ملڪن ۾ رهندڙ ماڻهن کي ان مان سڌو فائدو پهچندو. — [4, 2345, 276, 2370]
protest-body-col-2 — [842, 1444, 1112, 2302]
author-photo — [290, 1812, 392, 1918]
inflation-paragraph: بجلي ۽ گيس جي بلن ۾ واڌ ماڻهن جي ڪمر ڀڃي ڇڏي آهي. ڪيترن ئي گهرن ۾ ماهوار آمدني جو وڏو حصو رڳو يوٽيلٽي بلن ۾ هليو وڃي ٿو. — [564, 1265, 834, 1304]
ads-label: اشتهارن جو شعبو — [1176, 42, 1250, 53]
protest-paragraph: آئين هر شهري کي منصفاڻي ٽرائل جو حق ڏئي ٿو. جيڪڏهن ڪنهن تي الزام آهي ته کيس عدالت ۾ پيش ڪيو وڃي، نه ته غائب ڪيو وڃي. — [1124, 1830, 1392, 1869]
inflation-body-col-1 — [564, 870, 834, 1608]
protest-paragraph: انهن ماين جا لڙڪ اسان جي اجتماعي ضمير لاءِ سوال آهن. ڪيستائين اسين خاموش رهنداسين؟ — [842, 1636, 1112, 1662]
editorial-paragraph: ان صورتحال ۾ سياسي جماعتن جي ذميواري وڌي وڃي ٿي ته اهي نفرت ۽ تقسيم جي سياست ڇڏي، سنجيده ۽ عملي پروگرام عوام آڏو رکن. جمهوري ملڪن ۾ چونڊون نظرين ۽ پاليسين جي بنياد تي وڙهيون وينديون آهن، نه ته ذاتي حملن ۽ الزامن جي بنياد تي. — [844, 814, 1390, 839]
daily-label: Daily AWAMI AWAZ — [1273, 127, 1371, 137]
delta-paragraph: اسان جي ترجيح اها هجڻ گهرجي ته ڊيلٽا لاءِ پاڻي جو حصو يقيني بڻايو وڃي، تمر جي ٻيلن جي بحالي لاءِ سائنسي بنيادن تي منصوبا ٺاهيا وڃن ۽ ساحلي ماڻهن کي متبادل روزگار فراهم ڪيو وڃي. — [284, 195, 554, 235]
author-photo — [732, 50, 830, 166]
canada-body-col-2b — [284, 1924, 554, 2064]
protest-paragraph: جبري گمشدگين بابت ڪميشن وٽ هزارين ڪيس اڃا به زير التوا آهن. ڪميشن جي ڪارڪردگي تي به سوال اٿن ٿا. — [1124, 1547, 1392, 1573]
delta-paragraph: جيڪڏهن اڄ قدم نه کنيا ويا ته ايندڙ نسل اسان کي ڪڏهن به معاف نه ڪندا. ڊيلٽا جي بحالي اسان جي گڏيل ذميواري آهي. — [564, 533, 834, 559]
newsroom-label: نيوز روم — [1215, 27, 1250, 38]
canada-paragraph: پاڪستاني شاگردن لاءِ ڪينيڊا هڪ پسنديده منزل آهي. اسڪالرشپس ۽ ويزا سهولتن ۾ واڌ سان تعليمي رابطا وڌيڪ مضبوط ٿيندا. — [564, 1761, 834, 1786]
editor-box-3 — [1010, 110, 1088, 164]
continuation-paragraph: پاڻي جي ورهاست ۾ شفافيت آڻڻ لاءِ ٽيليميٽري سسٽم کي فعال ڪرڻ به اهم آهي ته جيئن هر صوبي کي سندس حصي موجب پاڻي ملي سگهي. — [4, 536, 276, 575]
protest-paragraph: ڪيترو نه ڏکوئيندڙ آهي ته ماءُ پنهنجي گم ٿيل پٽ جي تصوير هٿ ۾ کڻي سالن کان پريس ڪلبن ٻاهران ويٺي آهي. جبري گمشدگين جو مسئلو اسان جي سماج جو هڪ اهڙو زخم آهي جيڪو ڀرجڻ جو نالو ئي نٿو وٺي. — [1124, 1698, 1392, 1751]
editor-box-1 — [1172, 110, 1250, 164]
protest-paragraph: پارليامينٽ کي گهرجي ته جبري گمشدگي کي ڏوهه قرار ڏيڻ وارو قانون موثر بڻائي ۽ ان تي عمل ڪرائي. — [842, 1606, 1112, 1632]
protest-paragraph: سنڌ، بلوچستان ۽ خيبرپختونخوا ۾ سوين خاندان اهڙي اذيت مان گذري رهيا آهن. هو عدالتن، ڪميشنن ۽ حڪومتي ادارن جا دروازا کڙڪائي ٿڪجي پيا آهن. — [842, 1814, 1112, 1854]
canada-paragraph: زراعت ۽ پاڻي جي انتظام ۾ ڪينيڊا جو تجربو پاڪستان لاءِ فائديمند ثابت ٿي سگهي ٿو. — [284, 1925, 554, 1950]
delta-continuation-mid — [4, 492, 276, 826]
author-photo — [370, 1086, 462, 1194]
editorial-headline-line-2: عوام آڏو پنهنجا منشور ۽ پروگرام رکن — [934, 274, 1300, 302]
inflation-paragraph: ٻئي طرف ملڪ جي ڪجهه حصن ۾ دهشتگردي جا واقعا به وڌي ويا آهن. خيبرپختونخوا ۽ بلوچستان ۾ سيڪيورٽي فورسز ۽ عام شهرين تي حملا تشويش جو باعث آهن. — [284, 1362, 554, 1401]
delta-paragraph: ماهرن موجب ڊيلٽا کي زنده رکڻ لاءِ هر سال گهٽ ۾ گهٽ ڏهه ملين ايڪڙ فٽ پاڻي ڪوٽڙي بئراج کان هيٺ ڇڏڻ ضروري آهي، پر حقيقت اها آهي ته ڪيترن سالن کان اهو پاڻي نه ڇڏيو ويو آهي. ان جو نتيجو اهو نڪتو آهي ته تمر جا ٻيلا ختم ٿيندا پيا وڃن. — [564, 301, 834, 354]
bottom-col-3 — [4, 2240, 276, 2554]
inflation-paragraph: جيستائين عوام کي رليف نه ملندو تيستائين حڪومتي دعوائون رڳو بيانن تائين محدود رهنديون. — [284, 1231, 554, 1256]
protest-paragraph: جن خاندانن جا پيارا گم آهن اهي ڏينهن رات انتظار ۾ گذارين ٿا. ڪنهن کي خبر ناهي ته سندن پيارا ڪٿي آهن، جيئرا به آهن يا نه. — [1124, 1756, 1392, 1781]
protest-headline: جن جا ٻچا گم آهن اهي احتجاج ۾ نه ته ڪٿي سگهن — [893, 1292, 1341, 1317]
bottom-paragraph: ان سلسلي ۾ ضروري آهي ته سفارتخانن ۾ ويزا جي عمل کي آسان بڻايو وڃي ۽ واپاري وفدن جي اچ وڃ وڌائي وڃي. — [4, 2271, 276, 2296]
editor-name: حسن ناصر — [1103, 128, 1157, 139]
inflation-paragraph: آءِ ايم ايف سان ٿيل معاهدي تحت ٽيڪسن ۾ واڌ ۽ سبسڊين جو خاتمو به مهانگائي وڌائڻ جو هڪ سبب آهي. ضرورت ان ڳالهه جي آهي ته بار امير طبقي تي وڌو وڃي نه ته غريبن تي. — [284, 1450, 554, 1489]
inflation-paragraph: حڪومت جو چوڻ آهي ته معيشت بحالي جي رستي تي آهي ۽ انفليشن جي شرح گهٽجي رهي آهي، پر عام ماڻهو کي ان بحالي جو ڪوبه اثر پنهنجي زندگي ۾ نظر نٿو اچي. — [284, 1406, 554, 1445]
canada-meeting-photo — [4, 1880, 276, 2068]
canada-author: غلام مصطفيٰ جمالي — [412, 1834, 470, 1893]
protest-paragraph: اميد ته اهي ماءُ جن جي اکين ۾ انتظار آهي، هڪ ڏينهن پنهنجي پيارن کي ڳلي لڳائي سگهنديون. — [842, 2495, 1112, 2520]
canada-paragraph: ڪينيڊا ۾ لکين پاڪستاني رهن ٿا جيڪي نه رڳو اتي جي معيشت ۾ حصو وجهن ٿا پر پاڪستان ڏانهن ترسيلات زر به موڪلين ٿا. — [564, 1700, 834, 1726]
protest-paragraph: احتجاج ڪرڻ وارن ماين، ڀينرن ۽ ٻارن تي سختي ڪرڻ يا کين روڪڻ ڪنهن به طرح جائز ناهي. پرامن احتجاج هر شهري جو آئيني حق آهي. — [1124, 1873, 1392, 1913]
continuation-paragraph: سگهجي ٿو. ماهيگيرن جي روزگار کي بچائڻ لاءِ ضروري آهي ته سامونڊي وسيلن جو پائيدار استعمال ڪيو وڃي ۽ غير قانوني جارن تي پابندي لڳائي وڃي. — [4, 698, 276, 737]
inflation-paragraph: حڪومت کي گهرجي ته مارڪيٽ ۾ قيمتن تي ضابطي لاءِ اثرائتو نظام جوڙي ۽ ذخيره اندوزن خلاف سخت ڪارروائي ڪري. — [284, 1201, 554, 1226]
date-line: آچر 21 جولاءِ 2026ع 06 صفرالمظفر 1448هه — [848, 210, 1386, 238]
inflation-paragraph: بجلي ۽ گيس جي بلن ۾ واڌ ماڻهن جي ڪمر ڀڃي ڇڏي آهي. ڪيترن ئي گهرن ۾ ماهوار آمدني جو وڏو حصو رڳو يوٽيلٽي بلن ۾ هليو وڃي ٿو. — [564, 928, 834, 967]
delta-paragraph: تمر جا ٻيلا نه رڳو سامونڊي طوفانن کان ساحلي علائقن جي حفاظت ڪن ٿا پر مڇيءَ ۽ جهينگن جي نسل وڌائڻ جو به اهم ذريعو آهن. انهن جي تباهي سان ماهيگيرن جو روزگار به متاثر ٿيو آهي. — [284, 108, 554, 147]
continuation-paragraph: دهشتگردي جي روڪٿام لاءِ پوليس ۽ انٽيليجنس ادارن کي جديد سهولتون ڏنيون وڃن ۽ سرحدي علائقن ۾ سڪيورٽي سخت ڪئي وڃي. — [4, 1261, 276, 1300]
pull-quote-text: اهڙون مناسب ڦيٽ ۽ ڪينيڊا جي وچ ۾ ويهه سال پوءِ پاڪستان ۽ ڪينيڊا جي ويجهڙائي جو اعتماد جي بحالي، مستقبل ۾ ٻنهي ملڪن جي عوام لاءِ خوشحالي ۽ ترقي جا نوان رستا کولي سگهي ٿي. هاڻي ضرورت آهي ته اهي معاهدا عملي صورت اختيار ڪن ۽ ٻنهي ملڪن جي گڏيل ڪوششن سان امن، استحڪام ۽ خوشحالي جو نئون باب کلي. — [31, 2086, 809, 2150]
protest-photo — [842, 2308, 1112, 2458]
delta-paragraph: سنڌو ڊيلٽا دنيا جي وڏن ڊيلٽائن مان هڪ آهي. اهو اهو علائقو آهي جتي سنڌو درياهه سمنڊ سان ملي ٿو ۽ صدين کان هتي جا ماڻهو مڇي مارڻ، زراعت ۽ مال چارڻ سان پنهنجو گذر سفر ڪندا رهيا آهن. پر گذريل ڪجهه ڏهاڪن ۾ هي ڊيلٽا هڪ وجودي بحران جو شڪار آهي. — [284, 313, 554, 380]
editor-title: ايگزيڪيوٽو ايڊيٽر — [1095, 115, 1165, 126]
protest-paragraph: ڪيترو نه ڏکوئيندڙ آهي ته ماءُ پنهنجي گم ٿيل پٽ جي تصوير هٿ ۾ کڻي سالن کان پريس ڪلبن ٻاهران ويٺي آهي. جبري گمشدگين جو مسئلو اسان جي سماج جو هڪ اهڙو زخم آهي جيڪو ڀرجڻ جو نالو ئي نٿو وٺي. — [842, 1727, 1112, 1780]
protest-paragraph: سنڌ، بلوچستان ۽ خيبرپختونخوا ۾ سوين خاندان اهڙي اذيت مان گذري رهيا آهن. هو عدالتن، ڪميشنن ۽ حڪومتي ادارن جا دروازا کڙڪائي ٿڪجي پيا آهن. — [1124, 1416, 1392, 1455]
protest-paragraph: گم ٿيل ماڻهن جي بازيابي ۽ سندن خاندانن کي انصاف ڏيڻ رياست جي ذميواري آهي. — [842, 1666, 1112, 1692]
inflation-paragraph: بجلي ۽ گيس جي بلن ۾ واڌ ماڻهن جي ڪمر ڀڃي ڇڏي آهي. ڪيترن ئي گهرن ۾ ماهوار آمدني جو وڏو حصو رڳو يوٽيلٽي بلن ۾ هليو وڃي ٿو. — [284, 1318, 554, 1357]
inflation-paragraph: ملڪ ۾ مهانگائي جي شرح هڪ ڀيرو ٻيهر وڌي رهي آهي. اٽي، کنڊ، گيهه، دالين ۽ ڀاڄين جي قيمتن ۾ واڌ سبب غريب ۽ وچولي طبقي جي زندگي ڏکي ٿي وئي آهي. حڪومت جون دعوائون پنهنجي جاءِ تي پر بازار جي حقيقت ٻي ڪهاڻي ٻڌائي ٿي. — [564, 871, 834, 923]
protest-author: "درد" هوش محمد ابڙو — [942, 1348, 1024, 1387]
canada-paragraph: ٻنهي ملڪن وچ ۾ واپار، تعليم، صحت ۽ ٽيڪنالاجي جي شعبن ۾ تعاون وڌائڻ تي اتفاق ٿيو آهي. — [284, 1657, 554, 1682]
canada-paragraph: ويهن سالن کان پوءِ پاڪستان ۽ ڪينيڊا جي وچ ۾ اعليٰ سطحي رابطا بحال ٿيا آهن. ٻنهي ملڪن جي وزيرن جي ملاقات کي سفارتي حلقن ۾ اهم قرار ڏنو پيو وڃي. — [564, 1657, 834, 1696]
